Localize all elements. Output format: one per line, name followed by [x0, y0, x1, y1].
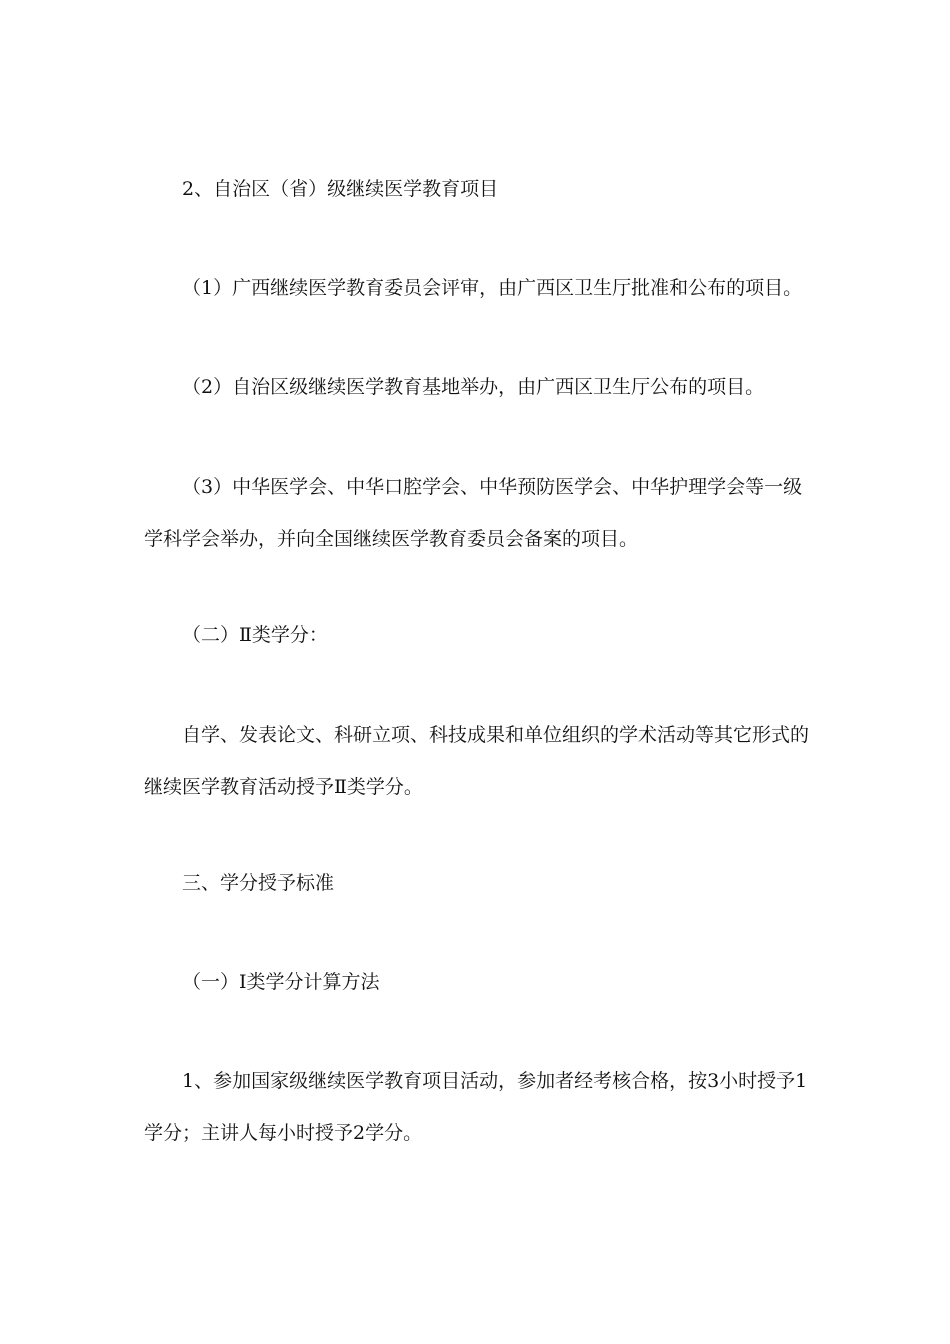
- paragraph-item-1: （1）广西继续医学教育委员会评审，由广西区卫生厅批准和公布的项目。: [182, 277, 803, 299]
- paragraph-section-3-heading: 三、学分授予标准: [182, 872, 335, 894]
- paragraph-class-2-credits-body: 自学、发表论文、科研立项、科技成果和单位组织的学术活动等其它形式的继续医学教育活动授予Ⅱ类学分。: [144, 724, 810, 798]
- paragraph-class-1-method-heading: （一）I类学分计算方法: [182, 971, 380, 993]
- paragraph-item-3: （3）中华医学会、中华口腔学会、中华预防医学会、中华护理学会等一级学科学会举办，并向全国继续医学教育委员会备案的项目。: [144, 476, 803, 550]
- paragraph-class-2-credits-heading: （二）Ⅱ类学分：: [182, 624, 328, 646]
- paragraph-provincial-projects-heading: 2、自治区（省）级继续医学教育项目: [182, 178, 499, 200]
- paragraph-national-project-rule: 1、参加国家级继续医学教育项目活动，参加者经考核合格，按3小时授予1学分；主讲人每小时授予2学分。: [144, 1070, 808, 1144]
- paragraph-item-2: （2）自治区级继续医学教育基地举办，由广西区卫生厅公布的项目。: [182, 376, 765, 398]
